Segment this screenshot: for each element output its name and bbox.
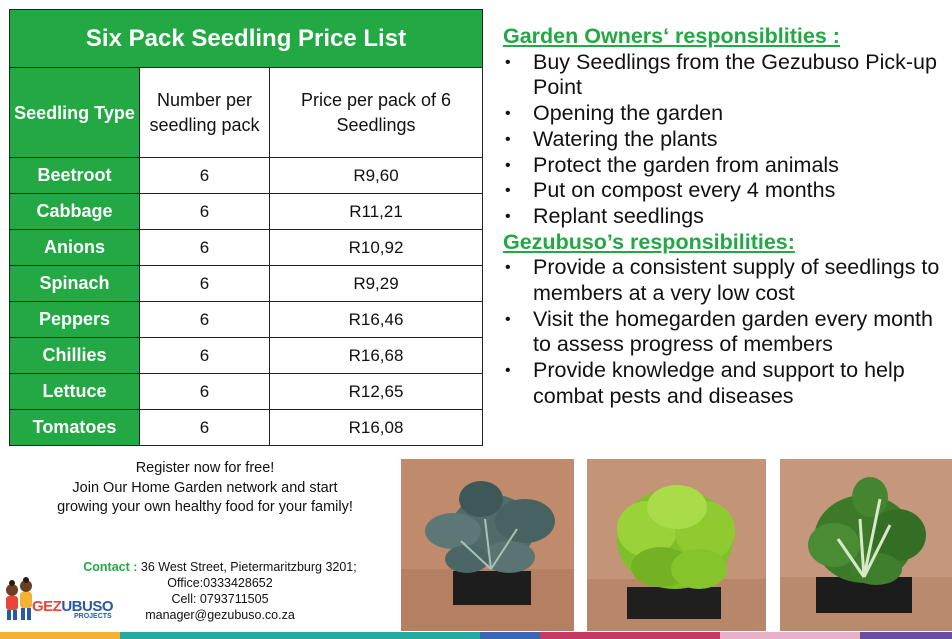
register-message <box>15 459 395 518</box>
table-row <box>10 410 483 446</box>
list-item: • Put on compost every 4 months <box>503 178 948 204</box>
seedling-name: Chillies <box>10 338 140 374</box>
seedling-price: R9,60 <box>270 158 483 194</box>
register-line: Join Our Home Garden network and start <box>72 479 338 496</box>
contact-email[interactable]: manager@gezubuso.co.za <box>145 608 295 622</box>
list-item: • Replant seedlings <box>503 204 948 230</box>
header-price-per-pack: Price per pack of 6 Seedlings <box>270 68 483 158</box>
register-line: growing your own healthy food for your family! <box>57 499 353 515</box>
gezubuso-heading: Gezubuso’s responsibilities: <box>503 229 795 254</box>
color-bar-segment <box>720 632 860 639</box>
responsibilities-section <box>503 24 948 410</box>
spinach-seedlings-photo <box>780 459 952 631</box>
color-bar-segment <box>120 632 480 639</box>
seedling-count: 6 <box>140 230 270 266</box>
contact-label: Contact : <box>83 560 138 574</box>
seedling-price: R16,08 <box>270 410 483 446</box>
cabbage-seedlings-photo <box>401 459 574 631</box>
decorative-color-bar <box>0 632 952 639</box>
seedling-price: R12,65 <box>270 374 483 410</box>
seedling-name: Peppers <box>10 302 140 338</box>
list-item: • Watering the plants <box>503 127 948 153</box>
contact-office: Office:0333428652 <box>167 576 273 590</box>
table-row <box>10 158 483 194</box>
seedling-count: 6 <box>140 158 270 194</box>
logo-wordmark: GEZUBUSO <box>32 598 114 615</box>
garden-owners-list <box>503 50 948 230</box>
lettuce-seedlings-photo <box>587 459 766 631</box>
seedling-price: R16,46 <box>270 302 483 338</box>
list-item: • Protect the garden from animals <box>503 153 948 179</box>
table-row <box>10 374 483 410</box>
list-item: • Buy Seedlings from the Gezubuso Pick-up Point <box>503 50 948 101</box>
header-seedling-type: Seedling Type <box>10 68 140 158</box>
seedling-count: 6 <box>140 266 270 302</box>
price-list-title: Six Pack Seedling Price List <box>10 10 483 68</box>
contact-address: 36 West Street, Pietermaritzburg 3201; <box>140 560 357 574</box>
color-bar-segment <box>480 632 540 639</box>
seedling-count: 6 <box>140 194 270 230</box>
gezubuso-list <box>503 255 948 409</box>
header-number-per-pack: Number per seedling pack <box>140 68 270 158</box>
seedling-price: R11,21 <box>270 194 483 230</box>
seedling-count: 6 <box>140 338 270 374</box>
seedling-name: Tomatoes <box>10 410 140 446</box>
seedling-name: Beetroot <box>10 158 140 194</box>
color-bar-segment <box>540 632 720 639</box>
seedling-price: R10,92 <box>270 230 483 266</box>
seedling-count: 6 <box>140 410 270 446</box>
seedling-price: R16,68 <box>270 338 483 374</box>
table-row <box>10 302 483 338</box>
contact-cell: Cell: 0793711505 <box>171 592 269 606</box>
list-item: • Provide knowledge and support to help combat pests and diseases <box>503 358 948 409</box>
table-row <box>10 230 483 266</box>
logo-subtitle: PROJECTS <box>74 613 112 620</box>
list-item: • Provide a consistent supply of seedlings to members at a very low cost <box>503 255 948 306</box>
list-item: • Opening the garden <box>503 101 948 127</box>
list-item: • Visit the homegarden garden every month to assess progress of members <box>503 307 948 358</box>
seedling-price-table <box>9 9 483 446</box>
seedling-price: R9,29 <box>270 266 483 302</box>
seedling-name: Lettuce <box>10 374 140 410</box>
color-bar-segment <box>0 632 120 639</box>
seedling-name: Cabbage <box>10 194 140 230</box>
color-bar-segment <box>860 632 952 639</box>
seedling-name: Spinach <box>10 266 140 302</box>
table-row <box>10 194 483 230</box>
seedling-name: Anions <box>10 230 140 266</box>
garden-owners-heading: Garden Owners‘ responsiblities : <box>503 24 840 48</box>
seedling-count: 6 <box>140 302 270 338</box>
register-line: Register now for free! <box>135 460 275 476</box>
seedling-count: 6 <box>140 374 270 410</box>
table-row <box>10 338 483 374</box>
table-row <box>10 266 483 302</box>
